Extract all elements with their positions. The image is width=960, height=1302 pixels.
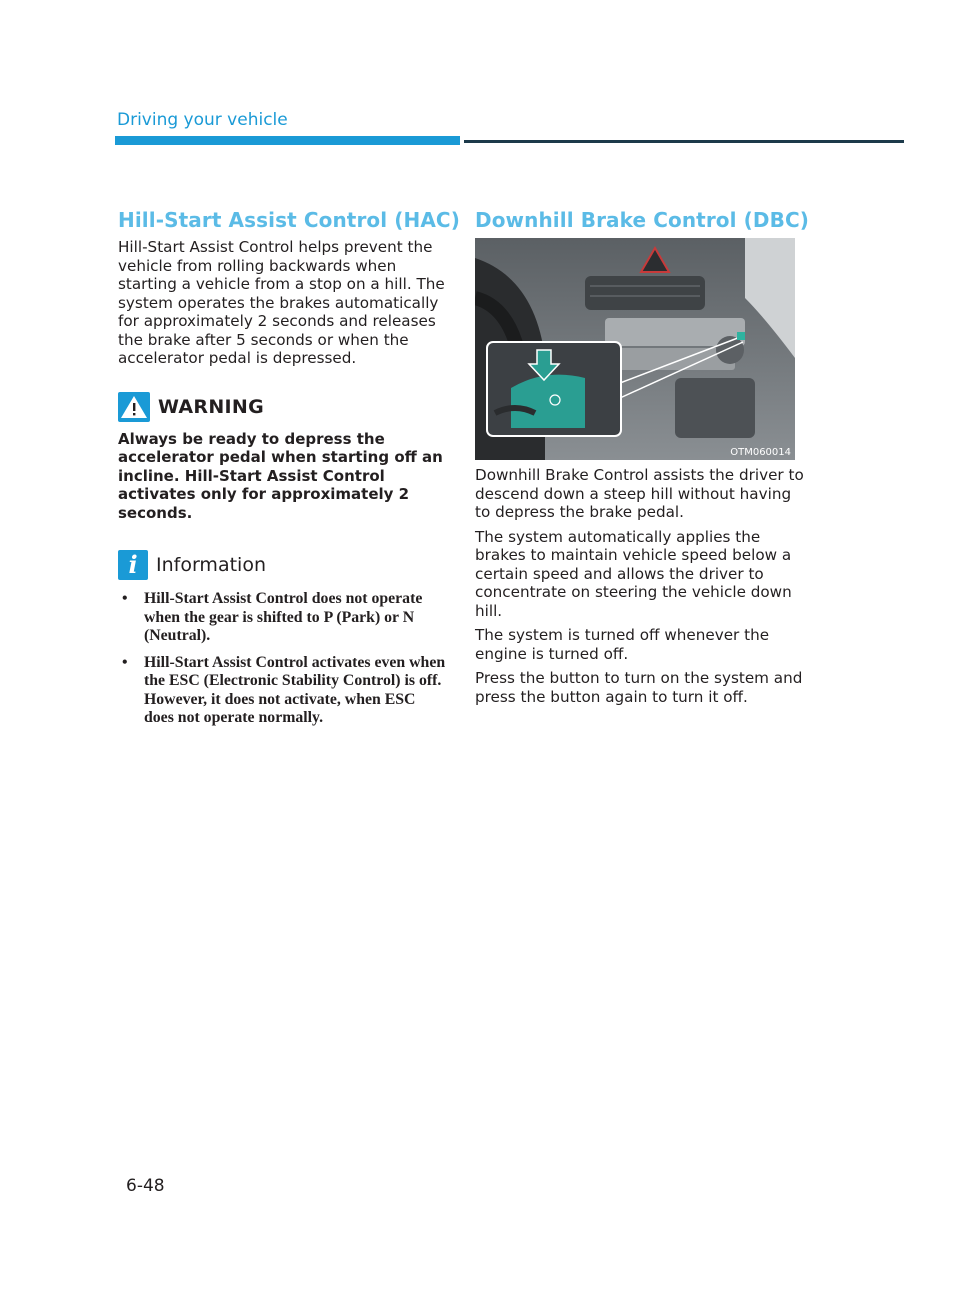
list-item: • Hill-Start Assist Control activates even when the ESC (Electronic Stability Control) is off. However, it does not activate, when ESC does not operate normally. — [122, 653, 446, 726]
list-item-text: Hill-Start Assist Control does not operate when the gear is shifted to P (Park) or N (Neutral). — [144, 590, 423, 644]
image-code: OTM060014 — [730, 447, 791, 458]
dbc-button-photo — [475, 238, 795, 460]
information-title: Information — [156, 554, 266, 576]
list-item: • Hill-Start Assist Control does not operate when the gear is shifted to P (Park) or N (Neutral). — [122, 590, 423, 644]
warning-header — [118, 392, 448, 422]
dbc-heading: Downhill Brake Control (DBC) — [475, 208, 809, 232]
dbc-paragraph: Downhill Brake Control assists the driver to descend down a steep hill without having to depress the brake pedal. — [475, 466, 804, 521]
left-column — [118, 208, 460, 736]
info-icon: i — [118, 550, 148, 580]
dbc-paragraph: The system is turned off whenever the engine is turned off. — [475, 626, 770, 663]
list-item-text: Hill-Start Assist Control activates even when the ESC (Electronic Stability Control) is off. However, it does not activate, when ESC does not operate normally. — [144, 653, 446, 726]
page-number: 6-48 — [126, 1176, 165, 1196]
header-accent-bar — [115, 136, 460, 145]
right-column — [475, 208, 809, 712]
dbc-paragraph: Press the button to turn on the system and press the button again to turn it off. — [475, 669, 803, 706]
chapter-title: Driving your vehicle — [117, 110, 288, 130]
warning-text: Always be ready to depress the accelerator pedal when starting off an incline. Hill-Start Assist Control activates only for approximately 2 seconds. — [118, 429, 443, 522]
information-header — [118, 550, 448, 580]
header-rule — [464, 140, 904, 143]
warning-title: WARNING — [158, 395, 265, 418]
hac-intro: Hill-Start Assist Control helps prevent the vehicle from rolling backwards when starting a vehicle from a stop on a hill. The system operates the brakes automatically for approximately 2 seconds and releases the brake after 5 seconds or when the accelerator pedal is depressed. — [118, 238, 445, 367]
hac-heading: Hill-Start Assist Control (HAC) — [118, 208, 460, 232]
warning-icon — [118, 392, 150, 422]
dashboard-illustration — [475, 238, 795, 460]
dbc-paragraph: The system automatically applies the brakes to maintain vehicle speed below a certain speed and allows the driver to concentrate on steering the vehicle down hill. — [475, 527, 792, 620]
information-list — [118, 590, 448, 728]
